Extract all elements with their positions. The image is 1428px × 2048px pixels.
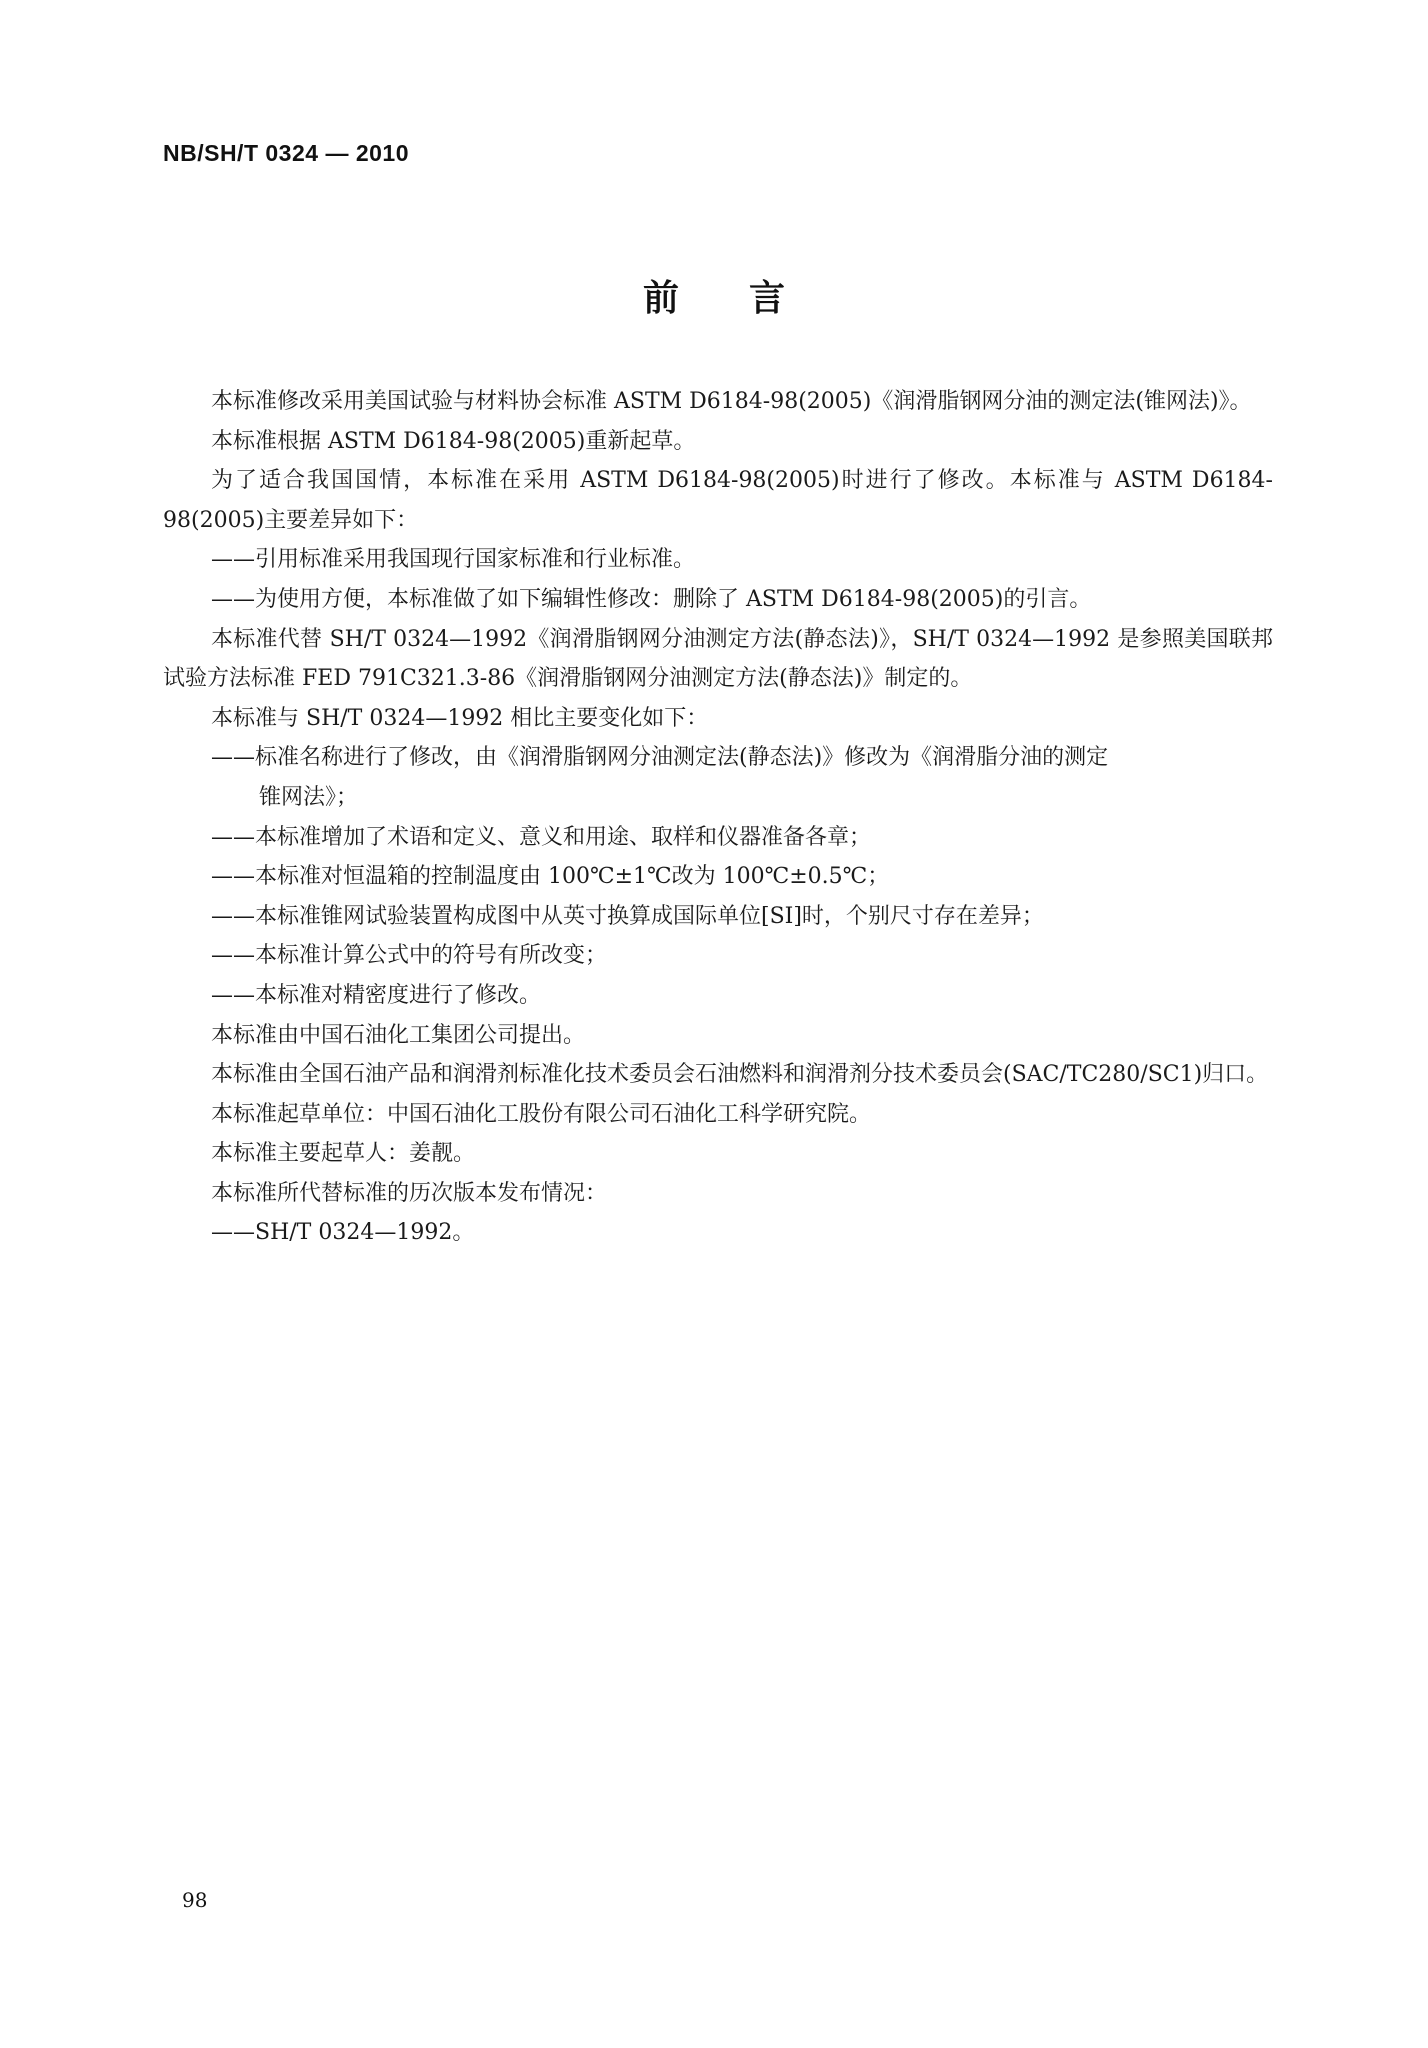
list-item: ——引用标准采用我国现行国家标准和行业标准。 <box>211 547 696 573</box>
page-number: 98 <box>182 1888 208 1912</box>
list-item-continuation: 锥网法》； <box>259 784 359 810</box>
paragraph-drafting-basis: 本标准根据 ASTM D6184-98(2005)重新起草。 <box>211 428 696 454</box>
paragraph-adoption: 本标准修改采用美国试验与材料协会标准 ASTM D6184-98(2005)《润滑脂钢网分油的测定法(锥网法)》。 <box>211 389 1252 414</box>
list-item: ——本标准增加了术语和定义、意义和用途、取样和仪器准备各章； <box>211 824 872 850</box>
list-item-line: ——标准名称进行了修改，由《润滑脂钢网分油测定法(静态法)》修改为《润滑脂分油的测定 <box>211 745 1109 771</box>
list-item: ——为使用方便，本标准做了如下编辑性修改：删除了 ASTM D6184-98(2005)的引言。 <box>211 586 1092 612</box>
paragraph-centralized: 本标准由全国石油产品和润滑剂标准化技术委员会石油燃料和润滑剂分技术委员会(SAC/TC280/SC1)归口。 <box>211 1062 1269 1088</box>
list-item: ——本标准对恒温箱的控制温度由 100℃±1℃改为 100℃±0.5℃； <box>211 864 890 890</box>
standard-code: NB/SH/T 0324 — 2010 <box>163 140 410 166</box>
paragraph-proposer: 本标准由中国石油化工集团公司提出。 <box>211 1022 586 1048</box>
list-item: ——本标准对精密度进行了修改。 <box>211 982 542 1008</box>
foreword-body <box>163 382 1273 1253</box>
list-item <box>163 738 1273 817</box>
list-item: ——SH/T 0324—1992。 <box>211 1220 475 1246</box>
page-title: 前言 <box>642 278 855 319</box>
paragraph-drafter: 本标准主要起草人：姜靓。 <box>211 1141 476 1167</box>
paragraph-drafting-unit: 本标准起草单位：中国石油化工股份有限公司石油化工科学研究院。 <box>211 1101 872 1127</box>
paragraph-changes: 本标准与 SH/T 0324—1992 相比主要变化如下： <box>211 705 709 731</box>
paragraph-replaces: 本标准代替 SH/T 0324—1992《润滑脂钢网分油测定方法(静态法)》，SH/T 0324—1992 是参照美国联邦试验方法标准 FED 791C321.3-86《润滑脂钢网分油测定方法(静态法)》制定的。 <box>163 626 1273 692</box>
paragraph-modifications: 为了适合我国国情，本标准在采用 ASTM D6184-98(2005)时进行了修改。本标准与 ASTM D6184-98(2005)主要差异如下： <box>163 468 1273 533</box>
list-item: ——本标准计算公式中的符号有所改变； <box>211 943 608 969</box>
paragraph-versions: 本标准所代替标准的历次版本发布情况： <box>211 1180 608 1206</box>
list-item: ——本标准锥网试验装置构成图中从英寸换算成国际单位[SI]时，个别尺寸存在差异； <box>211 903 1044 929</box>
